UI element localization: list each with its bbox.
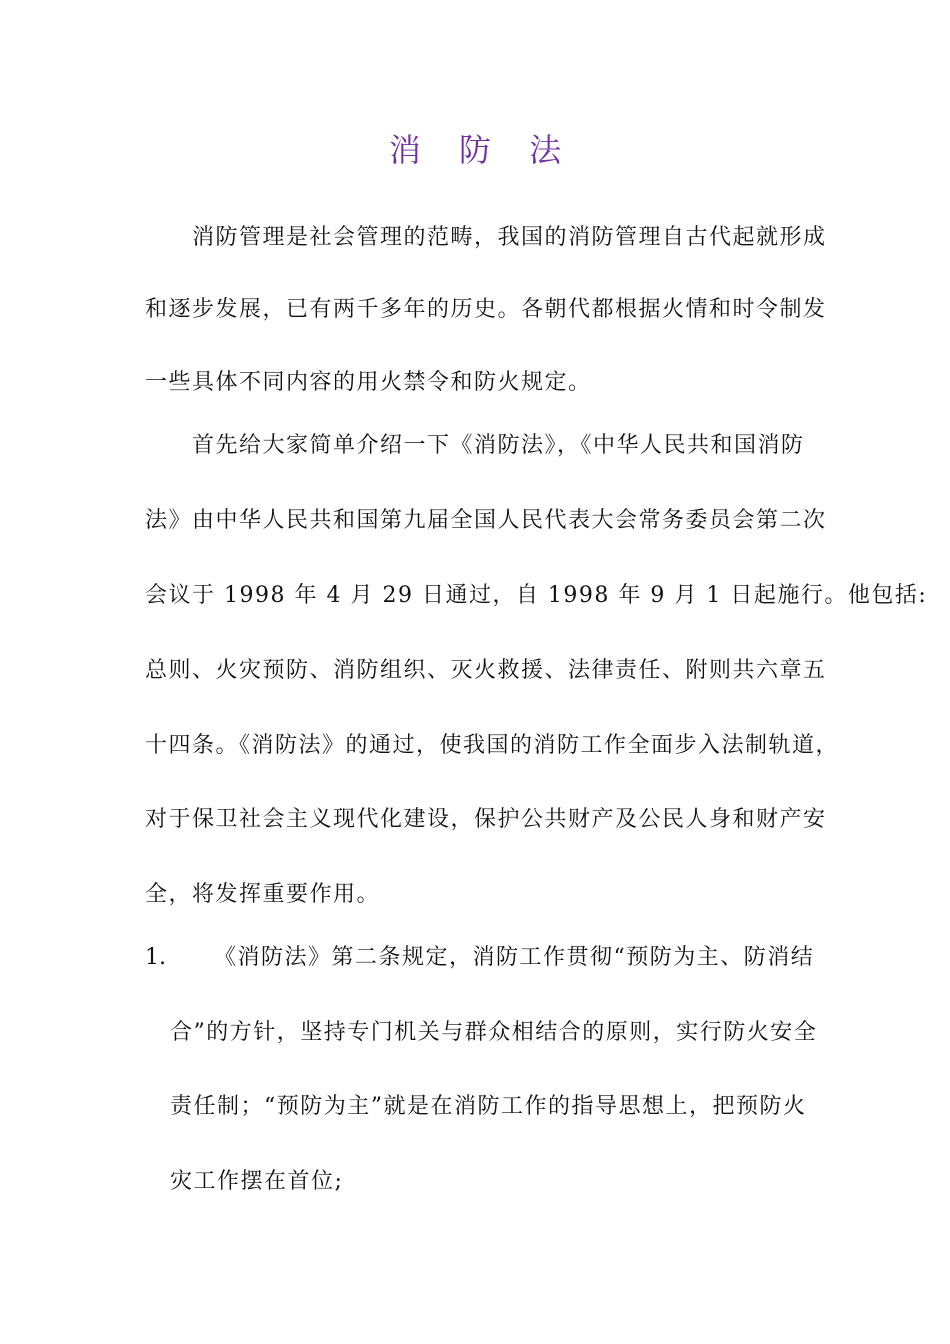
list-item-line: 《消防法》第二条规定，消防工作贯彻“预防为主、防消结 [214, 945, 815, 970]
paragraph-line: 对于保卫社会主义现代化建设，保护公共财产及公民人身和财产安 [145, 807, 827, 832]
paragraph-line: 消防管理是社会管理的范畴，我国的消防管理自古代起就形成 [145, 225, 827, 250]
paragraph-line: 一些具体不同内容的用火禁令和防火规定。 [145, 370, 592, 395]
list-item-line: 合”的方针，坚持专门机关与群众相结合的原则，实行防火安全 [170, 1020, 818, 1045]
paragraph-line: 十四条。《消防法》的通过，使我国的消防工作全面步入法制轨道， [145, 733, 840, 758]
paragraph-line: 法》由中华人民共和国第九届全国人民代表大会常务委员会第二次 [145, 508, 827, 533]
list-item-line: 责任制；“预防为主”就是在消防工作的指导思想上，把预防火 [170, 1094, 807, 1119]
paragraph-line: 总则、火灾预防、消防组织、灭火救援、法律责任、附则共六章五 [145, 658, 827, 683]
list-item-number: 1. [145, 945, 166, 970]
paragraph-line: 会议于 1998 年 4 月 29 日通过，自 1998 年 9 月 1 日起施行。他包括: [145, 583, 928, 608]
paragraph-line: 全，将发挥重要作用。 [145, 882, 381, 907]
list-item-line: 灾工作摆在首位; [170, 1169, 344, 1194]
paragraph-line: 首先给大家简单介绍一下《消防法》，《中华人民共和国消防 [145, 433, 805, 458]
document-title: 消 防 法 [388, 131, 576, 169]
paragraph-line: 和逐步发展，已有两千多年的历史。各朝代都根据火情和时令制发 [145, 297, 827, 322]
